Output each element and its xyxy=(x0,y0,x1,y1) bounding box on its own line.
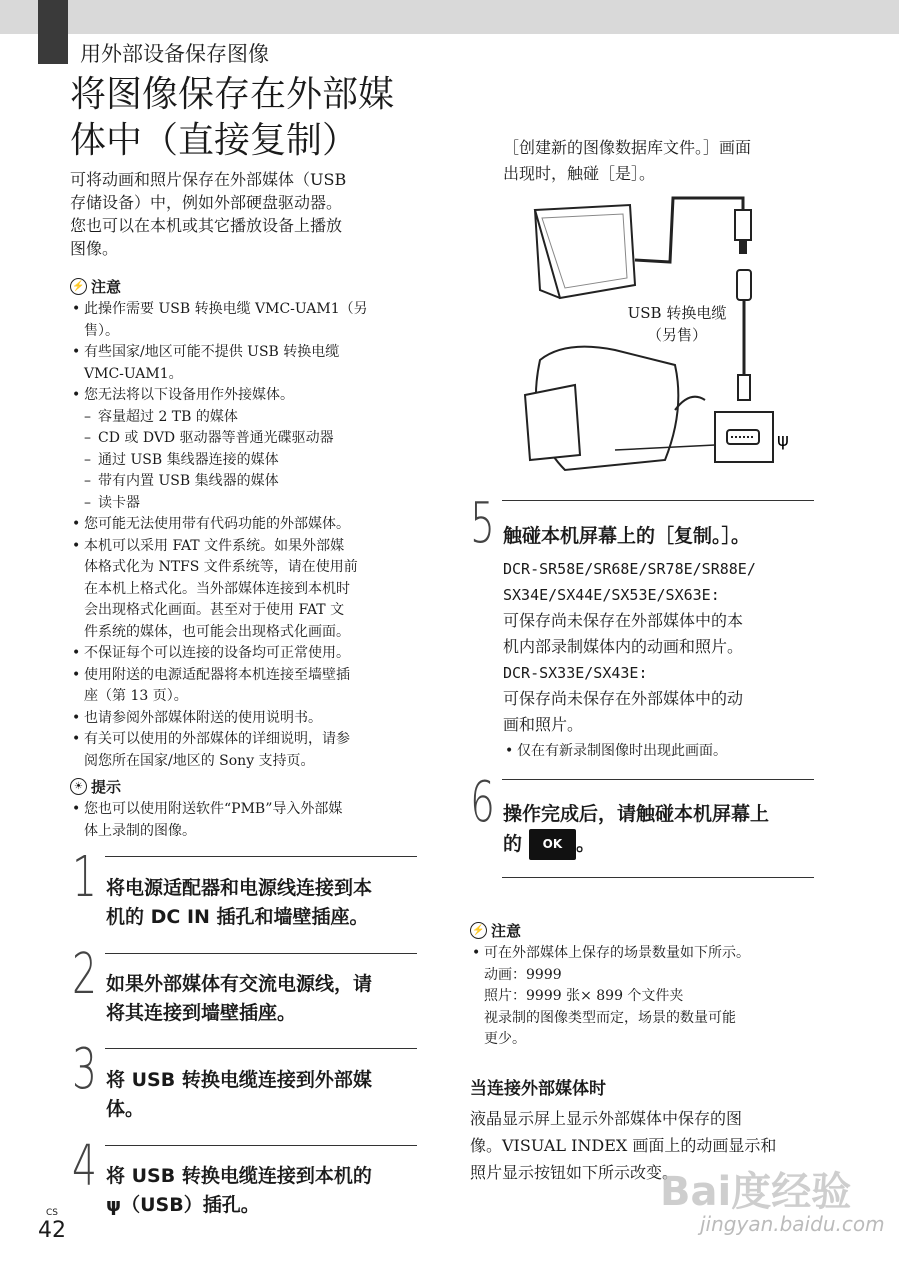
step-3-text xyxy=(106,1066,426,1124)
watermark-url: jingyan.baidu.com xyxy=(700,1212,885,1236)
step-line: 体。 xyxy=(106,1098,145,1120)
list-item: • 有些国家/地区可能不提供 USB 转换电缆 VMC-UAM1。 xyxy=(70,342,430,385)
step-5-text: 触碰本机屏幕上的［复制。］。 xyxy=(503,525,751,547)
step-divider xyxy=(502,779,814,780)
watermark-logo: Bai度经验 xyxy=(660,1169,852,1215)
list-item: • 您可能无法使用带有代码功能的外部媒体。 xyxy=(70,514,430,536)
camcorder-screen xyxy=(525,385,580,460)
step-line: 操作完成后，请触碰本机屏幕上 xyxy=(503,803,770,825)
usb-adapter-icon xyxy=(737,270,751,300)
text-line: 像。VISUAL INDEX 画面上的动画显示和 xyxy=(470,1136,777,1155)
step-1-text xyxy=(106,874,426,932)
hint-heading xyxy=(70,776,430,797)
caution-block xyxy=(70,276,430,772)
text-line: 可保存尚未保存在外部媒体中的本 xyxy=(503,611,744,630)
hint-block xyxy=(70,776,430,842)
step-divider xyxy=(105,1048,417,1049)
step-line: 的 OK 。 xyxy=(503,829,823,860)
step-divider xyxy=(105,856,417,857)
step-6-text xyxy=(503,800,823,860)
right-intro xyxy=(503,135,823,187)
page-title xyxy=(70,72,430,164)
step-5-body xyxy=(503,556,823,764)
cable-label xyxy=(617,302,737,346)
mini-usb-plug xyxy=(738,375,750,400)
list-item: • 可在外部媒体上保存的场景数量如下所示。 动画：9999 照片：9999 张× 899 个文件夹 视录制的图像类型而定，场景的数量可能 更少。 xyxy=(470,943,820,1051)
usb-icon: ψ xyxy=(106,1194,122,1216)
step-divider xyxy=(502,500,814,501)
page-title-line: 体中（直接复制） xyxy=(70,120,359,161)
sub-item: – 容量超过 2 TB 的媒体 xyxy=(84,407,430,429)
hint-heading-label: 提示 xyxy=(91,778,122,796)
step-line: 机的 DC IN 插孔和墙壁插座。 xyxy=(106,906,369,928)
list-item: • 本机可以采用 FAT 文件系统。如果外部媒 体格式化为 NTFS 文件系统等，请在使用前 在本机上格式化。当外部媒体连接到本机时 会出现格式化画面。甚至对于使用 FAT 文 件系统的媒体，也可能会出现格式化画面。 xyxy=(70,536,430,644)
camcorder-strap xyxy=(675,397,705,410)
caution-heading-label: 注意 xyxy=(491,922,522,940)
caution-heading-label: 注意 xyxy=(91,278,122,296)
text-line: ［创建新的图像数据库文件。］画面 xyxy=(503,138,752,157)
step-divider xyxy=(105,1145,417,1146)
language-code: CS xyxy=(46,1208,58,1218)
text-line: 照片显示按钮如下所示改变。 xyxy=(470,1163,679,1182)
page-title-line: 将图像保存在外部媒 xyxy=(70,74,395,115)
step-number: 1 xyxy=(72,845,97,910)
top-bar xyxy=(0,0,899,34)
step-number: 4 xyxy=(72,1134,97,1199)
caution-block-2 xyxy=(470,920,820,1051)
text-line: 画和照片。 xyxy=(503,715,584,734)
sub-item: – 通过 USB 集线器连接的媒体 xyxy=(84,450,430,472)
sub-item: – 带有内置 USB 集线器的媒体 xyxy=(84,471,430,493)
step-2-text xyxy=(106,970,426,1028)
step-line: ψ（USB）插孔。 xyxy=(106,1194,260,1216)
section-heading: 当连接外部媒体时 xyxy=(470,1079,606,1099)
step-number: 6 xyxy=(470,770,495,835)
step-divider xyxy=(502,877,814,878)
model-list: DCR-SR58E/SR68E/SR78E/SR88E/ xyxy=(503,560,756,578)
caution-list xyxy=(470,943,820,1051)
intro-line: 您也可以在本机或其它播放设备上播放 xyxy=(70,216,343,235)
sub-item: – 读卡器 xyxy=(84,493,430,515)
section-tab xyxy=(38,0,68,64)
intro-line: 图像。 xyxy=(70,239,119,258)
caution-icon: ⚡ xyxy=(70,278,87,295)
lightbulb-icon: ☀ xyxy=(70,778,87,795)
cable-label-line: （另售） xyxy=(646,326,707,344)
list-item: • 您也可以使用附送软件“PMB”导入外部媒 体上录制的图像。 xyxy=(70,799,430,842)
section-label: 用外部设备保存图像 xyxy=(80,42,269,66)
page-number: 42 xyxy=(38,1218,66,1243)
step-line: 将 USB 转换电缆连接到本机的 xyxy=(106,1165,372,1187)
intro-line: 可将动画和照片保存在外部媒体（USB xyxy=(70,170,347,189)
text-line: 可保存尚未保存在外部媒体中的动 xyxy=(503,689,744,708)
step-line: 将其连接到墙壁插座。 xyxy=(106,1002,297,1024)
list-item: • 使用附送的电源适配器将本机连接至墙壁插 座（第 13 页）。 xyxy=(70,665,430,708)
list-item: • 此操作需要 USB 转换电缆 VMC-UAM1（另 售）。 xyxy=(70,299,430,342)
cable-line xyxy=(635,198,743,262)
text-line: 液晶显示屏上显示外部媒体中保存的图 xyxy=(470,1109,743,1128)
caution-icon: ⚡ xyxy=(470,922,487,939)
list-item: • 不保证每个可以连接的设备均可正常使用。 xyxy=(70,643,430,665)
usb-plug-tip xyxy=(739,240,747,254)
list-item: • 您无法将以下设备用作外接媒体。 – 容量超过 2 TB 的媒体 – CD 或 DVD 驱动器等普通光碟驱动器 – 通过 USB 集线器连接的媒体 – 带有内置 USB 集线器的媒体 – 读卡器 xyxy=(70,385,430,514)
intro-paragraph xyxy=(70,168,420,260)
step-divider xyxy=(105,953,417,954)
text-line: 出现时，触碰［是］。 xyxy=(503,164,656,183)
step-line: 如果外部媒体有交流电源线，请 xyxy=(106,973,373,995)
text-line: 机内部录制媒体内的动画和照片。 xyxy=(503,637,744,656)
list-item: • 有关可以使用的外部媒体的详细说明，请参 阅您所在国家/地区的 Sony 支持页。 xyxy=(70,729,430,772)
intro-line: 存储设备）中，例如外部硬盘驱动器。 xyxy=(70,193,343,212)
caution-heading xyxy=(470,920,820,941)
usb-symbol-icon: ψ xyxy=(777,430,789,451)
sub-list xyxy=(84,407,430,515)
external-drive-icon xyxy=(535,205,635,298)
step-number: 2 xyxy=(72,942,97,1007)
step-4-text xyxy=(106,1162,426,1220)
list-item: • 仅在有新录制图像时出现此画面。 xyxy=(505,743,727,759)
model-list: SX34E/SX44E/SX53E/SX63E: xyxy=(503,586,720,604)
step-number: 3 xyxy=(72,1037,97,1102)
step-line: 将 USB 转换电缆连接到外部媒 xyxy=(106,1069,372,1091)
hint-list xyxy=(70,799,430,842)
step-line: 将电源适配器和电源线连接到本 xyxy=(106,877,373,899)
list-item: • 也请参阅外部媒体附送的使用说明书。 xyxy=(70,708,430,730)
cable-label-line: USB 转换电缆 xyxy=(627,304,727,322)
caution-heading xyxy=(70,276,430,297)
model-list: DCR-SX33E/SX43E: xyxy=(503,664,648,682)
ok-button[interactable]: OK xyxy=(529,829,577,860)
caution-list xyxy=(70,299,430,772)
step-number: 5 xyxy=(470,491,495,556)
sub-item: – CD 或 DVD 驱动器等普通光碟驱动器 xyxy=(84,428,430,450)
usb-plug-icon xyxy=(735,210,751,240)
